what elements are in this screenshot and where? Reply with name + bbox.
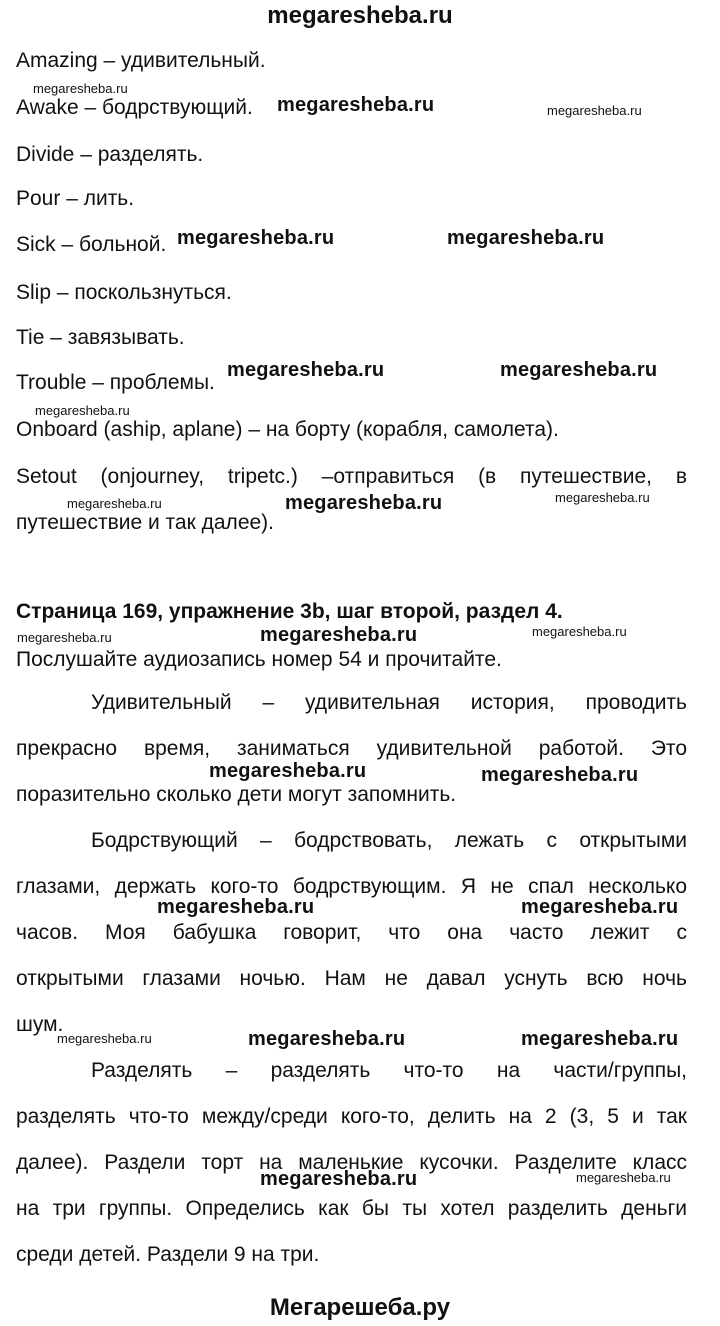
section-title: Страница 169, упражнение 3b, шаг второй, раздел 4. bbox=[16, 600, 563, 623]
watermark-bold: megaresheba.ru bbox=[285, 492, 443, 514]
intro-line: Послушайте аудиозапись номер 54 и прочитайте. bbox=[16, 648, 502, 671]
site-header: megaresheba.ru bbox=[267, 2, 453, 29]
paragraph-line: среди детей. Раздели 9 на три. bbox=[16, 1243, 320, 1266]
paragraph-line: открытыми глазами ночью. Нам не давал уснуть всю ночь bbox=[16, 967, 687, 990]
watermark-bold: megaresheba.ru bbox=[260, 624, 418, 646]
site-footer: Мегарешеба.ру bbox=[269, 1294, 451, 1321]
vocab-item: Onboard (aship, aplane) – на борту (корабля, самолета). bbox=[16, 418, 559, 441]
setout-line: путешествие и так далее). bbox=[16, 511, 274, 534]
watermark-small: megaresheba.ru bbox=[547, 103, 642, 118]
watermark-bold: megaresheba.ru bbox=[157, 896, 315, 918]
paragraph-line: на три группы. Определись как бы ты хотел разделить деньги bbox=[16, 1197, 687, 1220]
vocab-item: Pour – лить. bbox=[16, 187, 135, 210]
paragraph-line: глазами, держать кого-то бодрствующим. Я не спал несколько bbox=[16, 875, 687, 898]
paragraph-line: Разделять – разделять что-то на части/группы, bbox=[91, 1059, 687, 1082]
watermark-bold: megaresheba.ru bbox=[521, 1028, 679, 1050]
watermark-bold: megaresheba.ru bbox=[177, 227, 335, 249]
paragraph-line: далее). Раздели торт на маленькие кусочки. Разделите класс bbox=[16, 1151, 687, 1174]
watermark-bold: megaresheba.ru bbox=[277, 94, 435, 116]
vocab-item: Trouble – проблемы. bbox=[16, 371, 215, 394]
watermark-bold: megaresheba.ru bbox=[447, 227, 605, 249]
setout-line: Setout (onjourney, tripetc.) –отправиться (в путешествие, в bbox=[16, 465, 687, 488]
paragraph-line: разделять что-то между/среди кого-то, делить на 2 (3, 5 и так bbox=[16, 1105, 687, 1128]
watermark-small: megaresheba.ru bbox=[35, 403, 130, 418]
watermark-small: megaresheba.ru bbox=[532, 624, 627, 639]
watermark-small: megaresheba.ru bbox=[576, 1170, 671, 1185]
vocab-item: Amazing – удивительный. bbox=[16, 49, 266, 72]
vocab-item: Slip – поскользнуться. bbox=[16, 281, 232, 304]
watermark-small: megaresheba.ru bbox=[67, 496, 162, 511]
paragraph-line: Удивительный – удивительная история, проводить bbox=[91, 691, 687, 714]
vocab-item: Sick – больной. bbox=[16, 233, 167, 256]
watermark-small: megaresheba.ru bbox=[555, 490, 650, 505]
paragraph-line: поразительно сколько дети могут запомнить. bbox=[16, 783, 457, 806]
paragraph-line: шум. bbox=[16, 1013, 64, 1036]
watermark-bold: megaresheba.ru bbox=[481, 764, 639, 786]
vocab-item: Awake – бодрствующий. bbox=[16, 96, 253, 119]
watermark-bold: megaresheba.ru bbox=[227, 359, 385, 381]
vocab-item: Divide – разделять. bbox=[16, 143, 204, 166]
watermark-small: megaresheba.ru bbox=[57, 1031, 152, 1046]
vocab-item: Tie – завязывать. bbox=[16, 326, 185, 349]
watermark-bold: megaresheba.ru bbox=[248, 1028, 406, 1050]
watermark-bold: megaresheba.ru bbox=[260, 1168, 418, 1190]
watermark-small: megaresheba.ru bbox=[33, 81, 128, 96]
watermark-bold: megaresheba.ru bbox=[500, 359, 658, 381]
watermark-small: megaresheba.ru bbox=[17, 630, 112, 645]
watermark-bold: megaresheba.ru bbox=[209, 760, 367, 782]
paragraph-line: часов. Моя бабушка говорит, что она часто лежит с bbox=[16, 921, 687, 944]
paragraph-line: прекрасно время, заниматься удивительной работой. Это bbox=[16, 737, 687, 760]
watermark-bold: megaresheba.ru bbox=[521, 896, 679, 918]
paragraph-line: Бодрствующий – бодрствовать, лежать с открытыми bbox=[91, 829, 687, 852]
